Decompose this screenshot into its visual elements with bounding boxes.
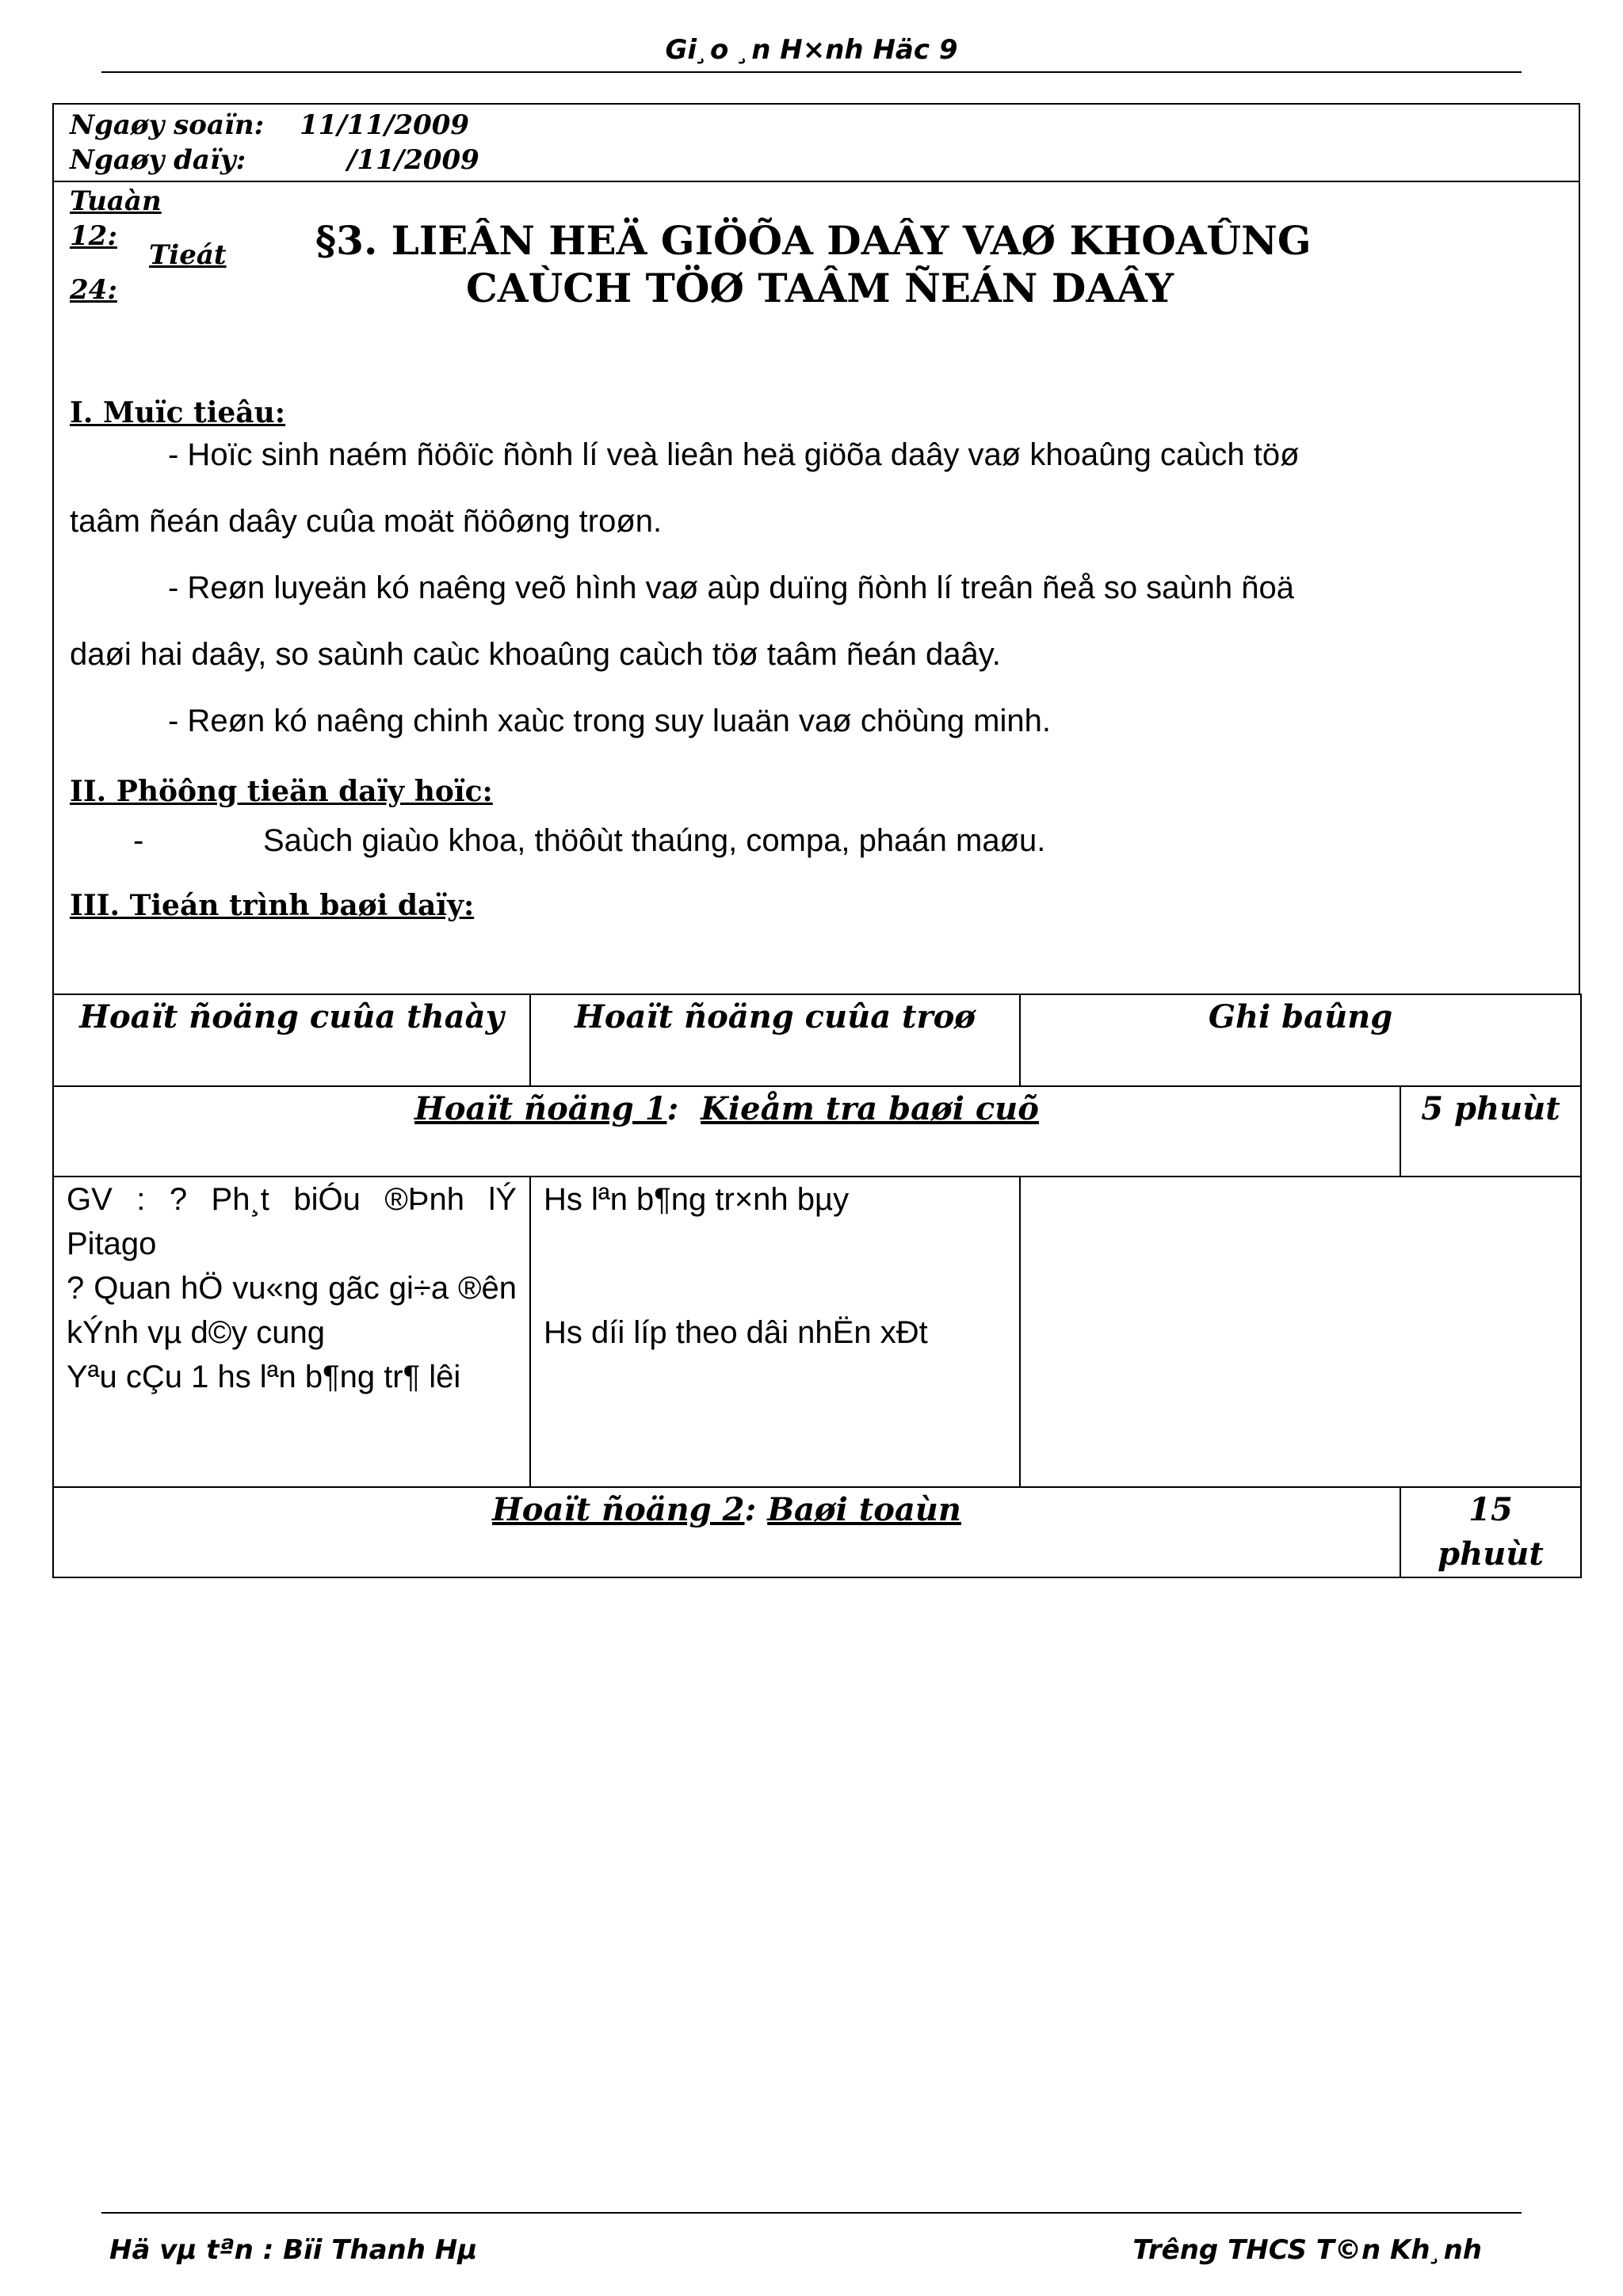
teach-date-value: /11/2009 [347, 144, 479, 176]
materials-line [70, 808, 1552, 873]
activity1-time: 5 phuùt [1400, 1086, 1581, 1177]
section2-heading: II. Phöông tieän daïy hoïc: [70, 775, 493, 808]
activity2-colon: : [744, 1491, 757, 1528]
page-header: Gi¸o ¸n H×nh Häc 9 [101, 33, 1522, 73]
week-label: Tuaàn [70, 185, 162, 217]
materials-text: Saùch giaùo khoa, thöôùt thaúng, compa, phaán maøu. [263, 823, 1046, 858]
teacher-line-3: Yªu cÇu 1 hs lªn b¶ng tr¶ lêi [67, 1360, 461, 1394]
lesson-title-line1: §3. LIEÂN HEÄ GIÖÕA DAÂY VAØ KHOAÛNG [315, 217, 1312, 264]
header-student: Hoaït ñoäng cuûa troø [530, 994, 1020, 1086]
activity2-row [53, 1487, 1581, 1577]
activity1-colon: : [666, 1090, 679, 1127]
footer-author: Hä vµ tªn : Bïi Thanh Hµ [109, 2234, 478, 2266]
activity2-heading [53, 1487, 1400, 1577]
teacher-line-1: GV : ? Ph¸t biÓu ®Þnh lÝ Pitago [67, 1182, 517, 1261]
table-header-row [53, 994, 1581, 1086]
activity2-time: 15 phuùt [1400, 1487, 1581, 1577]
objective-1-line1: - Hoïc sinh naém ñöôïc ñònh lí veà lieân heä giöõa daây vaø khoaûng caùch töø [168, 437, 1300, 472]
objective-3-line: - Reøn kó naêng chinh xaùc trong suy luaän vaø chöùng minh. [168, 704, 1051, 738]
header-teacher: Hoaït ñoäng cuûa thaày [53, 994, 530, 1086]
activity1-heading [53, 1086, 1400, 1177]
lesson-info-box [52, 103, 1580, 995]
footer-school: Trêng THCS T©n Kh¸nh [1132, 2234, 1482, 2266]
objective-2 [70, 555, 1552, 688]
activity2-label: Hoaït ñoäng 2 [492, 1491, 745, 1528]
student-line-1: Hs lªn b¶ng tr×nh bµy [544, 1182, 850, 1217]
section3-heading: III. Tieán trình baøi daïy: [70, 889, 475, 922]
period-value: 24: [70, 274, 117, 306]
activity1-row [53, 1086, 1581, 1177]
student-activity-cell [530, 1177, 1020, 1487]
activity2-title: Baøi toaùn [767, 1491, 961, 1528]
prep-date-value: 11/11/2009 [300, 109, 470, 141]
materials-bullet: - [133, 823, 144, 858]
objective-3 [70, 688, 1552, 754]
week-value: 12: [70, 220, 117, 252]
board-cell [1020, 1177, 1581, 1487]
objective-1-line2: taâm ñeán daây cuûa moät ñöôøng troøn. [70, 504, 663, 539]
lesson-title [315, 217, 1544, 312]
activity1-label: Hoaït ñoäng 1 [414, 1090, 667, 1127]
header-board: Ghi baûng [1020, 994, 1581, 1086]
teach-date-label: Ngaøy daïy: [70, 144, 246, 176]
activity1-title: Kieåm tra baøi cuõ [701, 1090, 1039, 1127]
dates-divider [54, 181, 1579, 182]
prep-date-row [70, 108, 479, 143]
lesson-title-line2: CAÙCH TÖØ TAÂM ÑEÁN DAÂY [466, 265, 1174, 311]
section1-heading: I. Muïc tieâu: [70, 396, 286, 429]
student-line-2: Hs díi líp theo dâi nhËn xÐt [544, 1315, 928, 1350]
objective-1 [70, 421, 1552, 555]
teach-date-row [70, 143, 479, 177]
activity-table [52, 994, 1582, 1578]
prep-date-label: Ngaøy soaïn: [70, 109, 265, 141]
period-block [70, 238, 227, 307]
objective-2-line1: - Reøn luyeän kó naêng veõ hình vaø aùp duïng ñònh lí treân ñeå so saùnh ñoä [168, 570, 1295, 605]
teacher-activity-cell [53, 1177, 530, 1487]
dates-block [70, 108, 479, 177]
activity1-content-row [53, 1177, 1581, 1487]
objective-2-line2: daøi hai daây, so saùnh caùc khoaûng caùch töø taâm ñeán daây. [70, 637, 1001, 672]
teacher-line-2: ? Quan hÖ vu«ng gãc gi÷a ®ên kÝnh vµ d©y cung [67, 1271, 517, 1350]
period-label: Tieát [149, 239, 227, 271]
page-footer [101, 2212, 1522, 2266]
